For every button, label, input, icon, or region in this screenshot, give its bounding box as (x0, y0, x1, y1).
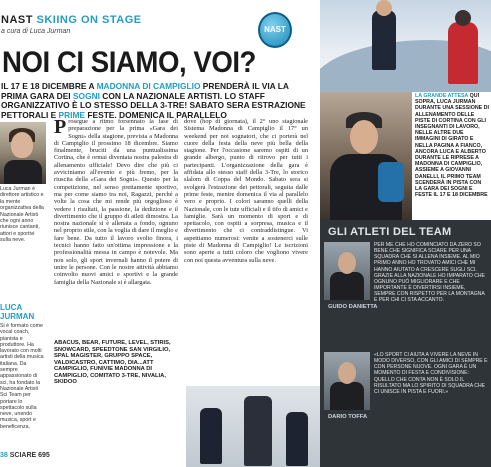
deck-part-4: FESTE. DOMENICA IL PARALLELO (85, 109, 227, 120)
author-last-name: JURMAN (0, 311, 35, 321)
caption-text: QUI SOPRA, LUCA JURMAN DURANTE UNA SESSIONE DI ALLENAMENTO DELLE PISTE DI CORTINA CON GLI INSEGNANTI DI LAVORO, NELLE ALTRE DUE IMMAGINI DI GIRATO E NELLA PAGINA A FIANCO, ANCORA LUCA E ALBERTO DURANTE LE RIPRESE A MADONNA DI CAMPIGLIO, ASSIEME A GIOVANNI DANELLI, IL PRIMO TEAM SCENDERÀ IN PISTA CON LA GARA DEI SOGNI E FESTE IL 17 E 18 DICEMBRE (415, 93, 489, 199)
section-topic: SKIING ON STAGE (36, 14, 142, 26)
section-label (1, 14, 142, 26)
logo-text: NAST (264, 25, 286, 34)
byline: a cura di Luca Jurman (1, 28, 71, 35)
article-title: NOI CI SIAMO, VOI? (2, 46, 256, 79)
sponsor-credits: ABACUS, BEAR, FUTURE, LEVEL, STIRIS, SNOWCARD, SPEEDTONE SAN VIRGILIO, SPAL MAGISTER, GRUPPO SPACE, VALDICASTRO, CATTIMO, DIA...ATT CAMPIGLIO, FUNIVIE MADONNA DI CAMPIGLIO, COMITATO 3-TRE, NIVALIA, SKIDOO (54, 340, 171, 385)
portrait-caption: Luca Jurman è direttore artistico e la mente organizzativa della Nazionale Artisti che ogni anno riunisce cantanti, attori e sportivi sulla neve. (0, 186, 44, 244)
deck-part-2: PRENDERÀ IL VIA LA PRIMA GARA DEI (1, 81, 289, 101)
article-deck (1, 82, 313, 120)
body-text-2: dove (hop di giornata), il 2° uno stagionale Sistema Madonna di Campiglio il 17° un weekend per noi sognatori, che ci porterà nel cuore della festa della neve più bella della stagione. Per l'occasione saremo ospiti di un grande albergo, punto di ritrovo per tutti i partecipanti. L'organizzazione della gara è affidata allo stesso staff della 3-Tre, lo storico slalom di Coppa del Mondo. Sabato sera si svolgerà l'estrazione dei pettorali, seguita dalle prime feste, mentre domenica il via al parallelo vero e proprio. I colori saranno quelli della Nazionale, con le tute ufficiali e il tifo di amici e famiglie. Sarà un momento di sport e di spettacolo, con ospiti a sorpresa, musica e il divertimento che ci contraddistingue. Vi aspettiamo numerosi: venite a sostenerci sulle piste di Madonna di Campiglio! Le iscrizioni sono aperte a tutti coloro che vogliono vivere con noi questa avventura sulla neve. (184, 118, 308, 264)
athlete-1-photo (324, 242, 370, 300)
deck-highlight-3: PRIME (58, 109, 86, 120)
section-name: NAST (1, 14, 33, 26)
skiers-photo-bottom (186, 386, 320, 467)
body-column-1 (54, 118, 178, 336)
skiers-photo-top (320, 0, 491, 92)
athletes-box (320, 220, 491, 467)
portrait-photo-mid (320, 92, 412, 220)
athlete-2-name: DARIO TOFFA (328, 414, 368, 420)
magazine-name: SCIARE 695 (9, 452, 50, 459)
body-text-1: rosegue a ritmo forsennato la fase di preparazione per la prima «Gara dei Sogni» della stagione, prevista a Madonna di Campiglio il prossimo 18 dicembre. Siamo finalmente, bruciti da una puntualissima Cortina, che è ormai diventata nostra palestra di allenamento ufficiale! Devo dire che più ci avviciniamo all'evento e più fremo, per la riuscita della «Gara dei Sogni». Questo per la competizione, nel senso prettamente sportivo, ma per come siamo tra noi, Ragazzi, perché a volte la cosa che mi rende più orgoglioso è vedere i risultati, la passione, la dedizione e il divertimento che il gruppo di atleti dimostra. La nostra nazionale si è allenata a fondo, ognuno nel proprio stile, con la voglia di dare il meglio e fare bene. Da tutto il lavoro svolto finora, i tecnici hanno fatto un'ottima impressione e la professionalità messa in campo è notevole. Ma non solo, gli sport invernali hanno il potere di unire le persone. Con le nostre attività abbiamo coinvolto nuovi amici e sportivi e la grande famiglia della Nazionale si è allargata. (54, 118, 178, 286)
deck-part-1: IL 17 E 18 DICEMBRE A (1, 81, 97, 91)
body-column-2 (184, 118, 308, 336)
deck-highlight-1: MADONNA DI CAMPIGLIO (96, 81, 201, 91)
portrait-photo (0, 122, 46, 184)
athlete-2-quote: «LO SPORT CI AIUTA A VIVERE LA NEVE IN MODO DIVERSO, CON GLI AMICI DI SEMPRE E CON PERSONE NUOVE. OGNI GARA È UN MOMENTO DI FESTA E CONDIVISIONE: QUELLO CHE CONTA NON È SOLO IL RISULTATO MA LO SPIRITO DI SQUADRA CHE CI UNISCE IN PISTA E FUORI.» (374, 352, 488, 395)
caption-lead: LA GRANDE ATTESA (415, 93, 469, 99)
page-footer (0, 452, 50, 459)
author-first-name: LUCA (0, 303, 23, 312)
left-column (0, 122, 46, 440)
deck-part-3: CON LA NAZIONALE ARTISTI. LO STAFF ORGANIZZATIVO È LO STESSO DELLA 3-TRE! SABATO SERA ESTRAZIONE PETTORALI E (1, 90, 306, 120)
nast-logo-icon (258, 12, 292, 48)
photo-caption-sidebar (415, 93, 489, 198)
athlete-1-quote: PER ME CHE HO COMINCIATO DA ZERO SO BENE CHE SIGNIFICA SCIARE PER UNA SQUADRA CHE SI ALLENA INSIEME. AL MIO PRIMO ANNO HO TROVATO AMICI CHE MI HANNO AIUTATO A CRESCERE SUGLI SCI. GRAZIE ALLA NAZIONALE HO IMPARATO CHE OGNUNO PUÒ MIGLIORARE E CHE IMPORTANTE È DIVERTIRSI INSIEME, SEMPRE CON RISPETTO PER LA MONTAGNA E PER CHI CI STA ACCANTO. (374, 242, 485, 304)
athletes-title: GLI ATLETI DEL TEAM (328, 226, 452, 238)
athlete-1-name: GUIDO DANIETTA (328, 304, 378, 310)
page-header (0, 6, 300, 40)
author-bio: Si è formato come vocal coach, pianista e produttore. Ha lavorato con molti artisti della musica italiana. Da sempre appassionato di sci, ha fondato la Nazionale Artisti Sci Team per portare lo spettacolo sulla neve, unendo musica, sport e beneficenza. (0, 323, 44, 430)
author-name (0, 304, 34, 321)
page-number: 38 (0, 452, 8, 459)
drop-cap: P (54, 118, 67, 138)
athlete-2-photo (324, 352, 370, 410)
deck-highlight-2: SOGNI (72, 90, 100, 101)
